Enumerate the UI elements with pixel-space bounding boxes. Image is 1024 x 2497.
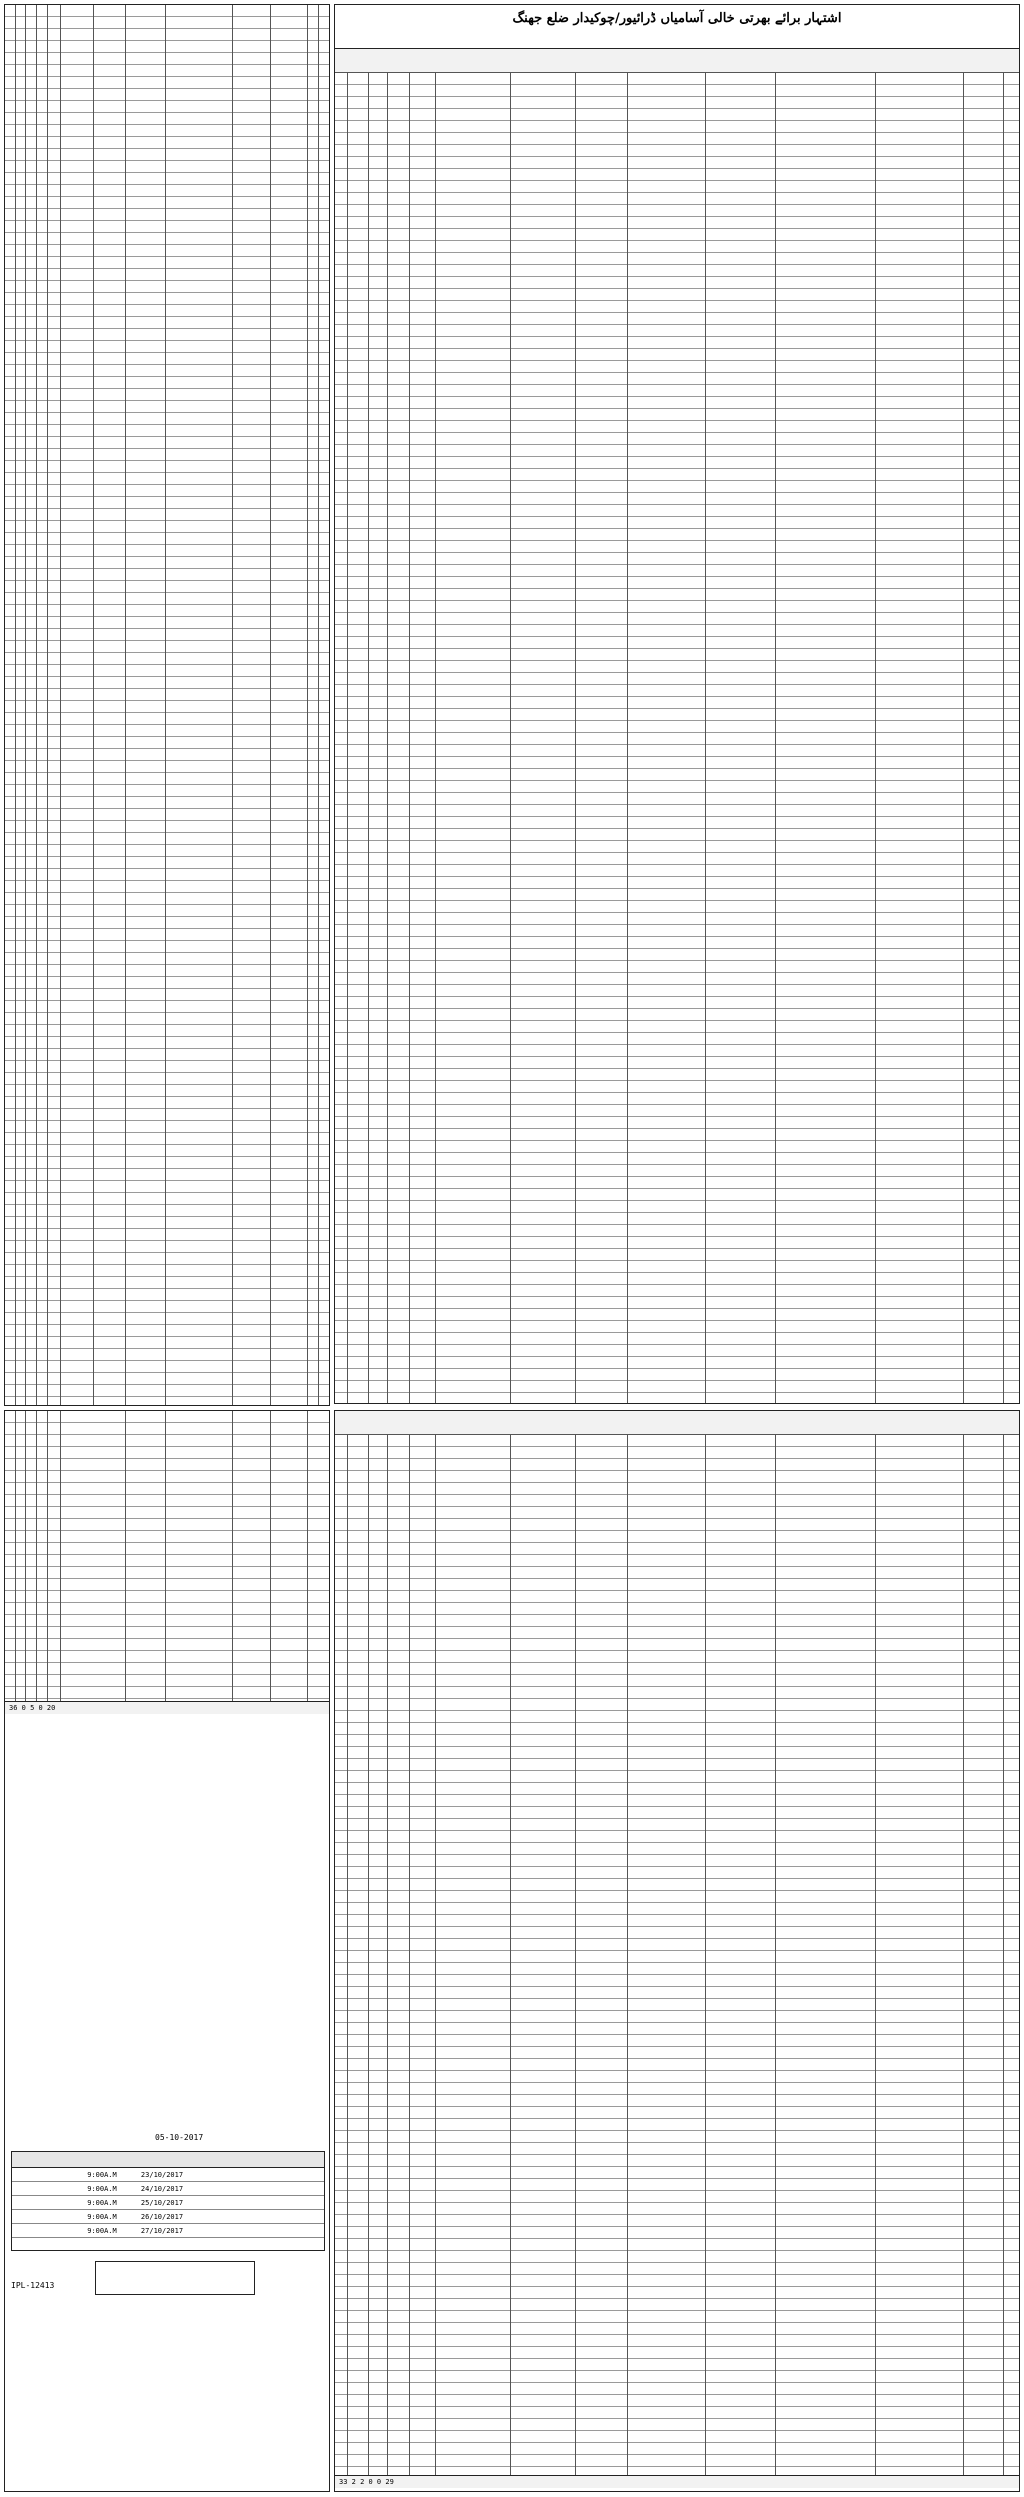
section-totals: 33 2 2 0 0 29	[335, 2475, 1019, 2488]
advertisement-title: اشتہار برائے بھرتی خالی آسامیاں ڈرائیور/چوکیدار ضلع جھنگ	[512, 11, 842, 26]
right-upper-pane	[334, 4, 1020, 1404]
schedule-row: 9:00A.M 25/10/2017	[12, 2196, 324, 2210]
last-date: 05-10-2017	[155, 2133, 204, 2142]
vacancy-table-rows	[5, 1411, 329, 1701]
schedule-row: 9:00A.M 24/10/2017	[12, 2182, 324, 2196]
schedule-row: 9:00A.M 23/10/2017	[12, 2168, 324, 2182]
interview-schedule-table	[11, 2151, 325, 2251]
schedule-row: 9:00A.M 27/10/2017	[12, 2224, 324, 2238]
issuing-authority	[95, 2261, 255, 2295]
advertisement-header	[335, 5, 1019, 49]
vacancy-table-rows	[5, 5, 329, 1405]
vacancy-table-rows	[335, 1435, 1019, 2475]
vacancy-table-rows	[335, 73, 1019, 1404]
table-header	[335, 49, 1019, 73]
schedule-row: 9:00A.M 26/10/2017	[12, 2210, 324, 2224]
left-upper-pane	[4, 4, 330, 1406]
ipl-reference-code: IPL-12413	[11, 2281, 55, 2290]
section-totals: 36 0 5 0 20	[5, 1701, 329, 1714]
right-lower-pane	[334, 1410, 1020, 2492]
terms-and-conditions	[5, 1831, 329, 2131]
left-lower-pane	[4, 1410, 330, 2492]
